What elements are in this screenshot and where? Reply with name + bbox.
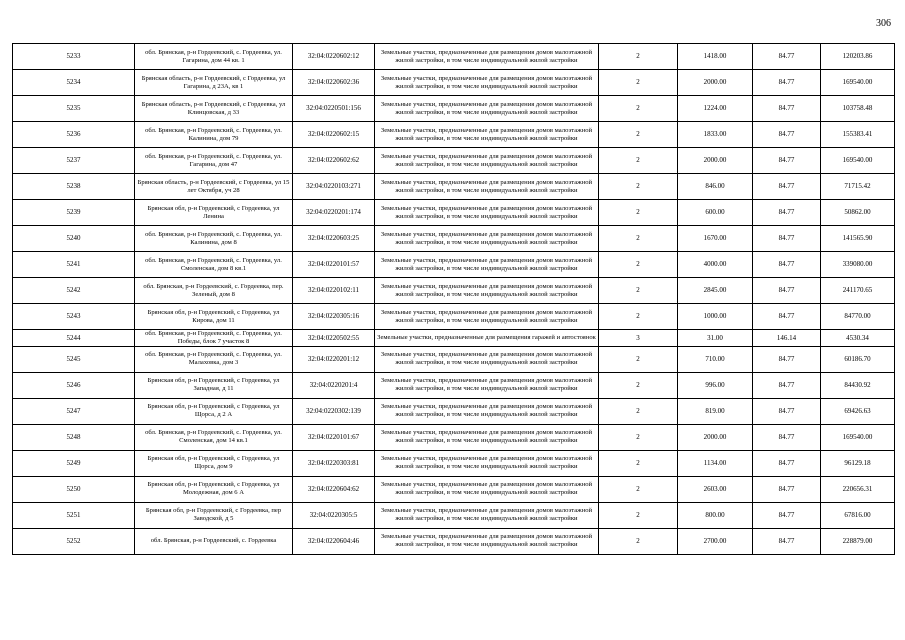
category-cell: 2 (599, 200, 678, 226)
cadastral-number-cell: 32:04:0220602:15 (293, 122, 375, 148)
permitted-use-cell: Земельные участки, предназначенные для размещения домов малоэтажной жилой застройки, в том числе индивидуальной жилой застройки (375, 122, 599, 148)
address-cell: Брянская область, р-н Гордеевский, с Гордеевка, ул 15 лет Октября, уч 28 (135, 174, 293, 200)
address-cell: обл. Брянская, р-н Гордеевский, с. Гордеевка, ул. Калинина, дом 8 (135, 226, 293, 252)
area-cell: 2845.00 (678, 278, 753, 304)
table-row (13, 450, 895, 476)
value-cell: 220656.31 (821, 476, 895, 502)
cadastral-number-cell: 32:04:0220201:4 (293, 372, 375, 398)
row-number-cell: 5252 (13, 528, 135, 554)
area-cell: 996.00 (678, 372, 753, 398)
row-number-cell: 5246 (13, 372, 135, 398)
category-cell: 2 (599, 252, 678, 278)
rate-cell: 84.77 (753, 502, 821, 528)
rate-cell: 84.77 (753, 476, 821, 502)
table-row (13, 330, 895, 347)
address-cell: Брянская обл, р-н Гордеевский, с Гордеевка, ул Ленина (135, 200, 293, 226)
table-row (13, 148, 895, 174)
row-number-cell: 5234 (13, 70, 135, 96)
permitted-use-cell: Земельные участки, предназначенные для размещения домов малоэтажной жилой застройки, в том числе индивидуальной жилой застройки (375, 252, 599, 278)
rate-cell: 84.77 (753, 70, 821, 96)
area-cell: 1134.00 (678, 450, 753, 476)
category-cell: 2 (599, 476, 678, 502)
cadastral-number-cell: 32:04:0220602:62 (293, 148, 375, 174)
cadastral-number-cell: 32:04:0220604:46 (293, 528, 375, 554)
rate-cell: 84.77 (753, 96, 821, 122)
table-row (13, 96, 895, 122)
table-row (13, 122, 895, 148)
category-cell: 2 (599, 424, 678, 450)
category-cell: 2 (599, 528, 678, 554)
cadastral-number-cell: 32:04:0220501:156 (293, 96, 375, 122)
area-cell: 2000.00 (678, 70, 753, 96)
value-cell: 69426.63 (821, 398, 895, 424)
row-number-cell: 5233 (13, 44, 135, 70)
cadastral-number-cell: 32:04:0220103:271 (293, 174, 375, 200)
address-cell: обл. Брянская, р-н Гордеевский, с. Гордеевка, пер. Зеленый, дом 8 (135, 278, 293, 304)
rate-cell: 84.77 (753, 174, 821, 200)
table-row (13, 200, 895, 226)
row-number-cell: 5238 (13, 174, 135, 200)
value-cell: 141565.90 (821, 226, 895, 252)
category-cell: 2 (599, 304, 678, 330)
value-cell: 155383.41 (821, 122, 895, 148)
rate-cell: 84.77 (753, 398, 821, 424)
address-cell: обл. Брянская, р-н Гордеевский, с. Гордеевка, ул. Победы, блок 7 участок 8 (135, 330, 293, 347)
area-cell: 600.00 (678, 200, 753, 226)
permitted-use-cell: Земельные участки, предназначенные для размещения домов малоэтажной жилой застройки, в том числе индивидуальной жилой застройки (375, 346, 599, 372)
rate-cell: 84.77 (753, 424, 821, 450)
value-cell: 339080.00 (821, 252, 895, 278)
permitted-use-cell: Земельные участки, предназначенные для размещения домов малоэтажной жилой застройки, в том числе индивидуальной жилой застройки (375, 44, 599, 70)
area-cell: 819.00 (678, 398, 753, 424)
table-row (13, 476, 895, 502)
permitted-use-cell: Земельные участки, предназначенные для размещения домов малоэтажной жилой застройки, в том числе индивидуальной жилой застройки (375, 174, 599, 200)
address-cell: Брянская обл, р-н Гордеевский, с Гордеевка, ул Молодежная, дом 6 А (135, 476, 293, 502)
row-number-cell: 5240 (13, 226, 135, 252)
table-row (13, 372, 895, 398)
address-cell: обл. Брянская, р-н Гордеевский, с. Гордеевка, ул. Гагарина, дом 44 кв. 1 (135, 44, 293, 70)
permitted-use-cell: Земельные участки, предназначенные для размещения домов малоэтажной жилой застройки, в том числе индивидуальной жилой застройки (375, 528, 599, 554)
rate-cell: 84.77 (753, 372, 821, 398)
cadastral-number-cell: 32:04:0220201:174 (293, 200, 375, 226)
cadastral-number-cell: 32:04:0220101:67 (293, 424, 375, 450)
area-cell: 1000.00 (678, 304, 753, 330)
rate-cell: 84.77 (753, 304, 821, 330)
area-cell: 800.00 (678, 502, 753, 528)
category-cell: 2 (599, 96, 678, 122)
row-number-cell: 5247 (13, 398, 135, 424)
category-cell: 2 (599, 372, 678, 398)
rate-cell: 84.77 (753, 346, 821, 372)
address-cell: обл. Брянская, р-н Гордеевский, с. Гордеевка (135, 528, 293, 554)
area-cell: 2000.00 (678, 424, 753, 450)
area-cell: 4000.00 (678, 252, 753, 278)
table-row (13, 70, 895, 96)
permitted-use-cell: Земельные участки, предназначенные для размещения домов малоэтажной жилой застройки, в том числе индивидуальной жилой застройки (375, 372, 599, 398)
area-cell: 710.00 (678, 346, 753, 372)
value-cell: 4530.34 (821, 330, 895, 347)
permitted-use-cell: Земельные участки, предназначенные для размещения домов малоэтажной жилой застройки, в том числе индивидуальной жилой застройки (375, 96, 599, 122)
table-row (13, 346, 895, 372)
value-cell: 84430.92 (821, 372, 895, 398)
cadastral-number-cell: 32:04:0220603:25 (293, 226, 375, 252)
row-number-cell: 5235 (13, 96, 135, 122)
cadastral-number-cell: 32:04:0220604:62 (293, 476, 375, 502)
category-cell: 2 (599, 226, 678, 252)
permitted-use-cell: Земельные участки, предназначенные для размещения домов малоэтажной жилой застройки, в том числе индивидуальной жилой застройки (375, 502, 599, 528)
cadastral-number-cell: 32:04:0220201:12 (293, 346, 375, 372)
address-cell: Брянская обл, р-н Гордеевский, с Гордеевка, ул Кирова, дом 11 (135, 304, 293, 330)
category-cell: 2 (599, 346, 678, 372)
value-cell: 169540.00 (821, 148, 895, 174)
value-cell: 228879.00 (821, 528, 895, 554)
category-cell: 2 (599, 502, 678, 528)
value-cell: 71715.42 (821, 174, 895, 200)
page-number: 306 (876, 18, 891, 29)
row-number-cell: 5243 (13, 304, 135, 330)
cadastral-number-cell: 32:04:0220602:36 (293, 70, 375, 96)
cadastral-number-cell: 32:04:0220303:81 (293, 450, 375, 476)
land-registry-table (12, 43, 895, 555)
row-number-cell: 5237 (13, 148, 135, 174)
cadastral-number-cell: 32:04:0220305:16 (293, 304, 375, 330)
address-cell: Брянская область, р-н Гордеевский, с Гордеевка, ул Гагарина, д 23А, кв 1 (135, 70, 293, 96)
permitted-use-cell: Земельные участки, предназначенные для размещения домов малоэтажной жилой застройки, в том числе индивидуальной жилой застройки (375, 398, 599, 424)
rate-cell: 84.77 (753, 252, 821, 278)
value-cell: 241170.65 (821, 278, 895, 304)
value-cell: 169540.00 (821, 424, 895, 450)
value-cell: 103758.48 (821, 96, 895, 122)
row-number-cell: 5241 (13, 252, 135, 278)
category-cell: 2 (599, 278, 678, 304)
row-number-cell: 5242 (13, 278, 135, 304)
cadastral-number-cell: 32:04:0220305:5 (293, 502, 375, 528)
table-row (13, 174, 895, 200)
permitted-use-cell: Земельные участки, предназначенные для размещения домов малоэтажной жилой застройки, в том числе индивидуальной жилой застройки (375, 200, 599, 226)
category-cell: 2 (599, 450, 678, 476)
cadastral-number-cell: 32:04:0220502:55 (293, 330, 375, 347)
table-row (13, 528, 895, 554)
category-cell: 2 (599, 122, 678, 148)
row-number-cell: 5239 (13, 200, 135, 226)
row-number-cell: 5248 (13, 424, 135, 450)
category-cell: 2 (599, 174, 678, 200)
table-row (13, 226, 895, 252)
row-number-cell: 5249 (13, 450, 135, 476)
area-cell: 2000.00 (678, 148, 753, 174)
table-row (13, 44, 895, 70)
address-cell: обл. Брянская, р-н Гордеевский, с. Гордеевка, ул. Малаховка, дом 3 (135, 346, 293, 372)
table-row (13, 304, 895, 330)
cadastral-number-cell: 32:04:0220101:57 (293, 252, 375, 278)
address-cell: Брянская обл, р-н Гордеевский, с Гордеевка, ул Щорса, д 2 А (135, 398, 293, 424)
value-cell: 67816.00 (821, 502, 895, 528)
value-cell: 169540.00 (821, 70, 895, 96)
address-cell: обл. Брянская, р-н Гордеевский, с. Гордеевка, ул. Смоленская, дом 8 кв.1 (135, 252, 293, 278)
area-cell: 1224.00 (678, 96, 753, 122)
table-row (13, 252, 895, 278)
rate-cell: 84.77 (753, 226, 821, 252)
category-cell: 2 (599, 44, 678, 70)
cadastral-number-cell: 32:04:0220102:11 (293, 278, 375, 304)
rate-cell: 84.77 (753, 148, 821, 174)
permitted-use-cell: Земельные участки, предназначенные для размещения домов малоэтажной жилой застройки, в том числе индивидуальной жилой застройки (375, 424, 599, 450)
row-number-cell: 5236 (13, 122, 135, 148)
category-cell: 2 (599, 148, 678, 174)
value-cell: 50862.00 (821, 200, 895, 226)
row-number-cell: 5251 (13, 502, 135, 528)
value-cell: 120203.86 (821, 44, 895, 70)
permitted-use-cell: Земельные участки, предназначенные для размещения домов малоэтажной жилой застройки, в том числе индивидуальной жилой застройки (375, 148, 599, 174)
row-number-cell: 5250 (13, 476, 135, 502)
address-cell: Брянская область, р-н Гордеевский, с Гордеевка, ул Клинцовская, д 33 (135, 96, 293, 122)
permitted-use-cell: Земельные участки, предназначенные для размещения домов малоэтажной жилой застройки, в том числе индивидуальной жилой застройки (375, 70, 599, 96)
value-cell: 60186.70 (821, 346, 895, 372)
area-cell: 31.00 (678, 330, 753, 347)
row-number-cell: 5244 (13, 330, 135, 347)
permitted-use-cell: Земельные участки, предназначенные для размещения домов малоэтажной жилой застройки, в том числе индивидуальной жилой застройки (375, 278, 599, 304)
address-cell: обл. Брянская, р-н Гордеевский, с. Гордеевка, ул. Смоленская, дом 14 кв.1 (135, 424, 293, 450)
rate-cell: 84.77 (753, 450, 821, 476)
address-cell: обл. Брянская, р-н Гордеевский, с. Гордеевка, ул. Гагарина, дом 47 (135, 148, 293, 174)
table-row (13, 424, 895, 450)
rate-cell: 84.77 (753, 278, 821, 304)
value-cell: 96129.18 (821, 450, 895, 476)
permitted-use-cell: Земельные участки, предназначенные для размещения гаражей и автостоянок (375, 330, 599, 347)
rate-cell: 84.77 (753, 44, 821, 70)
address-cell: обл. Брянская, р-н Гордеевский, с. Гордеевка, ул. Калинина, дом 79 (135, 122, 293, 148)
category-cell: 2 (599, 70, 678, 96)
area-cell: 1418.00 (678, 44, 753, 70)
rate-cell: 84.77 (753, 122, 821, 148)
value-cell: 84770.00 (821, 304, 895, 330)
category-cell: 3 (599, 330, 678, 347)
address-cell: Брянская обл, р-н Гордеевский, с Гордеевка, ул Западная, д 11 (135, 372, 293, 398)
area-cell: 1670.00 (678, 226, 753, 252)
table-row (13, 502, 895, 528)
table-row (13, 278, 895, 304)
permitted-use-cell: Земельные участки, предназначенные для размещения домов малоэтажной жилой застройки, в том числе индивидуальной жилой застройки (375, 476, 599, 502)
area-cell: 2603.00 (678, 476, 753, 502)
cadastral-number-cell: 32:04:0220602:12 (293, 44, 375, 70)
rate-cell: 146.14 (753, 330, 821, 347)
address-cell: Брянская обл, р-н Гордеевский, с Гордеевка, пер Заводской, д 5 (135, 502, 293, 528)
area-cell: 846.00 (678, 174, 753, 200)
permitted-use-cell: Земельные участки, предназначенные для размещения домов малоэтажной жилой застройки, в том числе индивидуальной жилой застройки (375, 304, 599, 330)
permitted-use-cell: Земельные участки, предназначенные для размещения домов малоэтажной жилой застройки, в том числе индивидуальной жилой застройки (375, 226, 599, 252)
row-number-cell: 5245 (13, 346, 135, 372)
address-cell: Брянская обл, р-н Гордеевский, с Гордеевка, ул Щорса, дом 9 (135, 450, 293, 476)
table-row (13, 398, 895, 424)
permitted-use-cell: Земельные участки, предназначенные для размещения домов малоэтажной жилой застройки, в том числе индивидуальной жилой застройки (375, 450, 599, 476)
rate-cell: 84.77 (753, 200, 821, 226)
area-cell: 1833.00 (678, 122, 753, 148)
rate-cell: 84.77 (753, 528, 821, 554)
category-cell: 2 (599, 398, 678, 424)
cadastral-number-cell: 32:04:0220302:139 (293, 398, 375, 424)
area-cell: 2700.00 (678, 528, 753, 554)
